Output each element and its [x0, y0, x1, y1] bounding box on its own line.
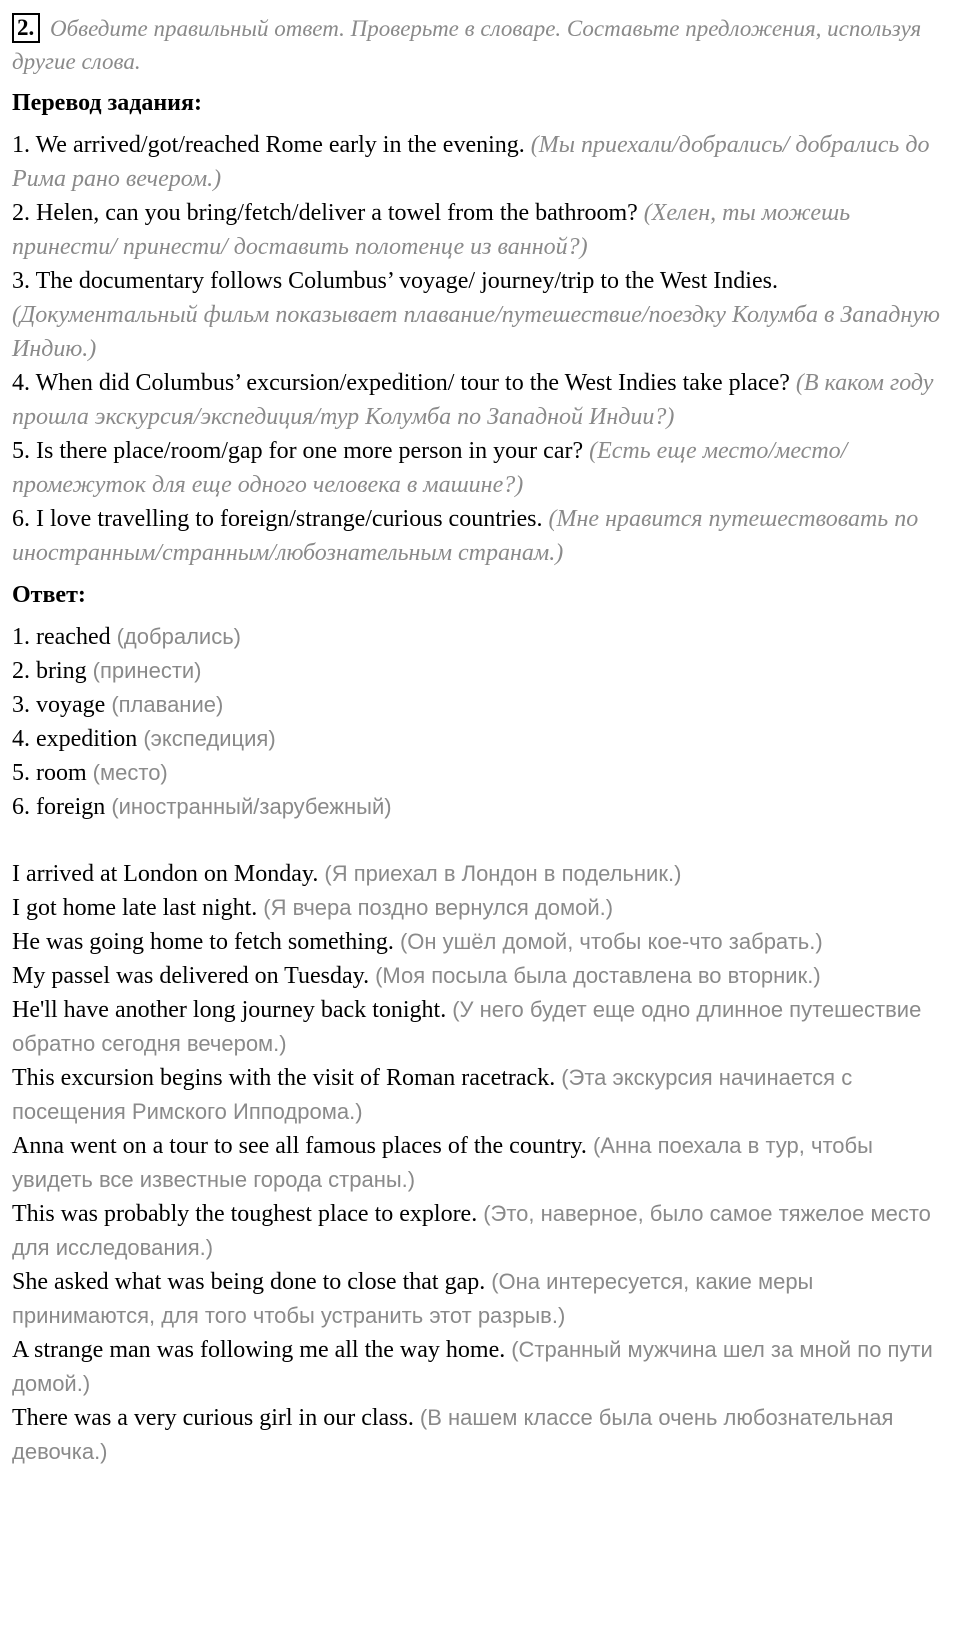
translation-ru: (Мне нравится путешествовать по иностранным/странным/любознательным странам.) [12, 506, 919, 566]
answer-en: 4. expedition [12, 726, 138, 752]
answer-ru: (экспедиция) [143, 726, 276, 751]
answer-en: 1. reached [12, 624, 111, 650]
translation-ru: (В каком году прошла экскурсия/экспедиция/тур Колумба по Западной Индии?) [12, 370, 934, 430]
sentence-en: I got home late last night. [12, 895, 258, 921]
translation-item [12, 128, 952, 196]
sentence-item [12, 1401, 952, 1469]
sentence-en: Anna went on a tour to see all famous places of the country. [12, 1133, 587, 1159]
translation-list [12, 128, 952, 570]
translation-item [12, 264, 952, 366]
translation-ru: (Хелен, ты можешь принести/ принести/ доставить полотенце из ванной?) [12, 200, 851, 260]
translation-en: 3. The documentary follows Columbus’ voyage/ journey/trip to the West Indies. [12, 268, 778, 294]
sentence-item [12, 891, 952, 925]
sentence-en: She asked what was being done to close that gap. [12, 1269, 486, 1295]
sentence-en: A strange man was following me all the way home. [12, 1337, 506, 1363]
sentence-ru: (Я приехал в Лондон в подельник.) [324, 861, 682, 886]
sentence-en: I arrived at London on Monday. [12, 861, 319, 887]
answer-item [12, 756, 952, 790]
sentence-ru: (Анна поехала в тур, чтобы увидеть все известные города страны.) [12, 1133, 873, 1192]
translation-item [12, 502, 952, 570]
sentence-ru: (Он ушёл домой, чтобы кое-что забрать.) [399, 929, 823, 954]
answer-en: 6. foreign [12, 794, 106, 820]
answer-list [12, 620, 952, 824]
translation-heading: Перевод задания: [12, 90, 202, 116]
answer-ru: (плавание) [111, 692, 224, 717]
sentence-item [12, 959, 952, 993]
sentence-item [12, 1333, 952, 1401]
sentence-en: My passel was delivered on Tuesday. [12, 963, 370, 989]
translation-ru: (Документальный фильм показывает плавание/путешествие/поездку Колумба в Западную Индию.) [12, 302, 940, 362]
answer-item [12, 790, 952, 824]
translation-item [12, 196, 952, 264]
task-header [12, 12, 952, 78]
task-number: 2. [12, 13, 40, 43]
example-sentences [12, 857, 952, 1469]
sentence-ru: (Эта экскурсия начинается с посещения Римского Ипподрома.) [12, 1065, 853, 1124]
answer-ru: (иностранный/зарубежный) [111, 794, 392, 819]
answer-item [12, 688, 952, 722]
translation-en: 2. Helen, can you bring/fetch/deliver a towel from the bathroom? [12, 200, 638, 226]
answer-ru: (принести) [92, 658, 202, 683]
translation-en: 1. We arrived/got/reached Rome early in the evening. [12, 132, 525, 158]
answer-ru: (место) [92, 760, 168, 785]
answer-item [12, 654, 952, 688]
sentence-en: He'll have another long journey back tonight. [12, 997, 447, 1023]
sentence-ru: (Она интересуется, какие меры принимаются, для того чтобы устранить этот разрыв.) [12, 1269, 814, 1328]
sentence-item [12, 857, 952, 891]
answer-item [12, 620, 952, 654]
sentence-en: This was probably the toughest place to explore. [12, 1201, 478, 1227]
translation-en: 6. I love travelling to foreign/strange/curious countries. [12, 506, 543, 532]
sentence-ru: (Моя посыла была доставлена во вторник.) [375, 963, 821, 988]
translation-item [12, 366, 952, 434]
translation-en: 5. Is there place/room/gap for one more person in your car? [12, 438, 584, 464]
sentence-ru: (Я вчера поздно вернулся домой.) [263, 895, 614, 920]
translation-item [12, 434, 952, 502]
sentence-ru: (В нашем классе была очень любознательная девочка.) [12, 1405, 894, 1464]
sentence-ru: (Это, наверное, было самое тяжелое место для исследования.) [12, 1201, 931, 1260]
translation-ru: (Мы приехали/добрались/ добрались до Рима рано вечером.) [12, 132, 930, 192]
sentence-item [12, 925, 952, 959]
answer-en: 3. voyage [12, 692, 106, 718]
sentence-item [12, 1129, 952, 1197]
sentence-en: This excursion begins with the visit of Roman racetrack. [12, 1065, 556, 1091]
answer-item [12, 722, 952, 756]
answer-en: 2. bring [12, 658, 87, 684]
sentence-en: He was going home to fetch something. [12, 929, 394, 955]
task-instruction: Обведите правильный ответ. Проверьте в словаре. Составьте предложения, используя другие слова. [12, 16, 922, 74]
sentence-ru: (У него будет еще одно длинное путешествие обратно сегодня вечером.) [12, 997, 922, 1056]
sentence-ru: (Странный мужчина шел за мной по пути домой.) [12, 1337, 933, 1396]
answer-en: 5. room [12, 760, 87, 786]
sentence-item [12, 1061, 952, 1129]
sentence-item [12, 1265, 952, 1333]
sentence-en: There was a very curious girl in our class. [12, 1405, 414, 1431]
answer-ru: (добрались) [116, 624, 241, 649]
translation-ru: (Есть еще место/место/промежуток для еще одного человека в машине?) [12, 438, 848, 498]
sentence-item [12, 993, 952, 1061]
translation-en: 4. When did Columbus’ excursion/expedition/ tour to the West Indies take place? [12, 370, 790, 396]
answer-heading: Ответ: [12, 582, 86, 608]
sentence-item [12, 1197, 952, 1265]
document-page [12, 0, 952, 1469]
